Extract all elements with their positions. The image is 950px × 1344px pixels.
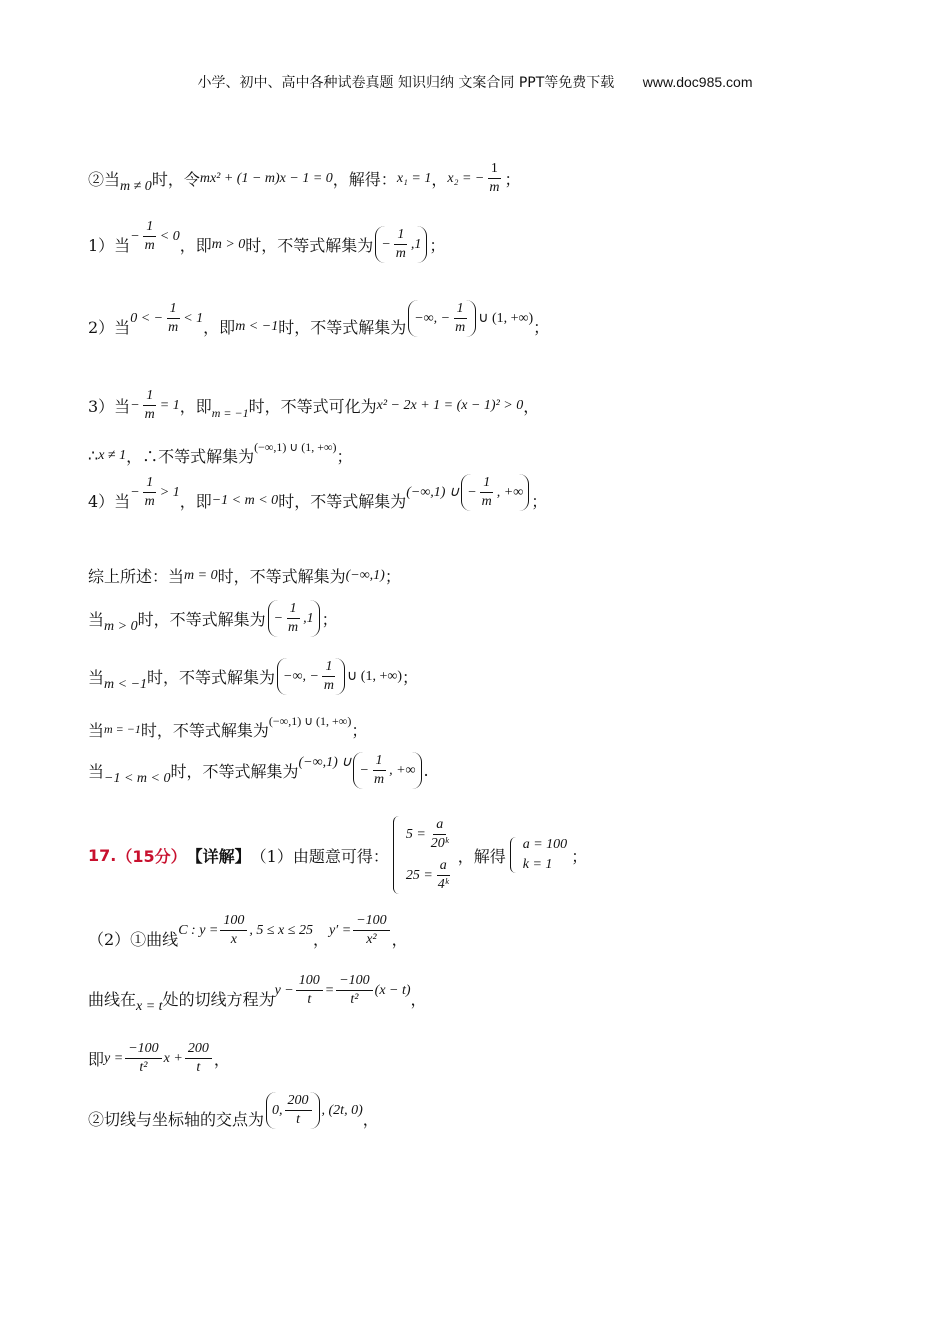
text: ，: [362, 1110, 379, 1129]
text: .: [423, 761, 429, 780]
text: 时，不等式解集为: [278, 492, 407, 511]
math-cond: m < −1: [235, 318, 279, 334]
math-equation: mx² + (1 − m)x − 1 = 0: [199, 170, 333, 186]
text: ∴: [88, 446, 99, 465]
math-set: (−∞,1) ∪ (1, +∞): [268, 714, 352, 728]
text: 时，不等式可化为: [248, 397, 377, 416]
text: 当: [88, 668, 105, 687]
text: ；: [429, 236, 446, 255]
text: ，∴不等式解集为: [126, 447, 255, 466]
text: 时，不等式解集为: [147, 668, 276, 687]
math-cond: x ≠ 1: [98, 447, 127, 463]
page-header: [0, 72, 950, 92]
text: ②切线与坐标轴的交点为: [88, 1110, 265, 1129]
line-6: [88, 475, 548, 519]
line-9: [88, 658, 418, 695]
text: 即: [88, 1050, 105, 1069]
solution-system: a = 100 k = 1: [510, 837, 567, 873]
interval: −∞, − $\frac{1}{m}$ ∪ (1, +∞): [406, 300, 533, 337]
math-cond: m = −1: [104, 722, 141, 736]
text: 时，不等式解集为: [140, 721, 269, 740]
line-4: [88, 387, 539, 424]
math-condition: − $\frac{1}{m}$ < 0: [130, 219, 180, 253]
text: ，解得: [457, 846, 506, 866]
math-cond: m > 0: [211, 236, 246, 252]
math-cond: m = 0: [184, 567, 218, 583]
math-curve: C : y = $\frac{100}{x}$ , 5 ≤ x ≤ 25: [178, 913, 313, 947]
line-14: [88, 973, 427, 1017]
line-13: [88, 913, 408, 957]
text: ，即: [179, 492, 212, 511]
detail-tag: 【详解】: [186, 846, 251, 866]
interval: (−∞,1) ∪ − $\frac{1}{m}$ , +∞: [406, 474, 531, 511]
line-2: [88, 219, 446, 263]
text: 4）当: [88, 492, 131, 511]
text: ，: [410, 990, 427, 1009]
text: 当: [88, 610, 105, 629]
text: ；: [336, 447, 353, 466]
interval: −∞, − $\frac{1}{m}$ ∪ (1, +∞): [275, 658, 402, 695]
math-cond: m < −1: [104, 676, 148, 692]
text: ；: [504, 170, 521, 189]
line-11: [88, 752, 429, 789]
text: 时，不等式解集为: [278, 318, 407, 337]
math-condition: − $\frac{1}{m}$ = 1: [130, 388, 180, 422]
math-derivative: y′ = $\frac{-100}{\text{x²}}$: [329, 912, 392, 949]
text: ，: [523, 397, 540, 416]
line-15: [88, 1040, 230, 1077]
text: ，: [213, 1050, 230, 1069]
line-8: [88, 600, 338, 637]
text: ，解得：: [332, 170, 397, 189]
math-cond: m > 0: [104, 618, 138, 634]
text: ，即: [179, 397, 212, 416]
text: ，即: [203, 318, 236, 337]
math-tangent: y − $\frac{100}{t}$ = $\frac{-100}{\text{t²}}$ (x − t): [274, 973, 411, 1007]
header-site[interactable]: www.doc985.com: [642, 74, 753, 90]
text: 时，不等式解集为: [245, 236, 374, 255]
line-1: [88, 160, 520, 197]
line-16: [88, 1093, 379, 1137]
problem-score: （15分）: [116, 846, 187, 866]
problem-17-heading: [88, 816, 587, 894]
math-cond: m = −1: [211, 406, 249, 420]
math-root-1: x₁ = 1: [396, 170, 432, 186]
text: ；: [533, 318, 550, 337]
math-cond: m ≠ 0: [120, 178, 152, 194]
line-10: [88, 714, 368, 741]
text: ；: [571, 846, 588, 866]
text: 时，不等式解集为: [137, 610, 266, 629]
line-3: [88, 301, 550, 345]
text: ，即: [179, 236, 212, 255]
text: ；: [402, 668, 419, 687]
header-text: 小学、初中、高中各种试卷真题 知识归纳 文案合同 PPT等免费下载: [197, 75, 615, 91]
line-5: [88, 440, 353, 467]
text: 时，令: [151, 170, 200, 189]
math-equation: x² − 2x + 1 = (x − 1)² > 0: [376, 397, 524, 413]
text: 当: [88, 762, 105, 781]
text: 处的切线方程为: [162, 990, 275, 1009]
line-7: [88, 564, 401, 587]
text: ；: [351, 721, 368, 740]
text: 时，不等式解集为: [217, 567, 346, 586]
text: ；: [384, 567, 401, 586]
text: 2）当: [88, 318, 131, 337]
math-root-2: x₂ = −: [447, 170, 485, 186]
math-intersections: 0, $\frac{200}{t}$ , (2t, 0): [264, 1092, 363, 1129]
text: 1）当: [88, 236, 131, 255]
text: （1）由题意可得：: [250, 846, 389, 866]
equation-system: 5 = $\frac{a}{\text{20ᵏ}}$ 25 = $\frac{a}{\text{4ᵏ}}$: [393, 816, 454, 894]
text: ；: [321, 610, 338, 629]
text: ②当: [88, 170, 121, 189]
math-cond: −1 < m < 0: [211, 492, 279, 508]
text: （2）①曲线: [88, 930, 179, 949]
text: ；: [531, 492, 548, 511]
interval: − $\frac{1}{m}$ ,1: [268, 600, 320, 637]
problem-number: 17.: [88, 845, 117, 865]
text: ，: [431, 170, 448, 189]
math-set: (−∞,1) ∪ (1, +∞): [254, 440, 337, 454]
text: ，: [312, 930, 329, 949]
text: 时，不等式解集为: [170, 762, 299, 781]
text: 曲线在: [88, 990, 137, 1009]
fraction: $\frac{1}{m}$: [489, 161, 500, 195]
text: 3）当: [88, 397, 131, 416]
interval: − $\frac{1}{m}$ ,1: [375, 226, 427, 263]
math-set: (−∞,1): [345, 567, 385, 583]
math-tangent: y = $\frac{-100}{\text{t²}}$ x + $\frac{200}{t}$: [104, 1040, 214, 1077]
text: ，: [391, 930, 408, 949]
math-condition: 0 < − $\frac{1}{m}$ < 1: [130, 301, 204, 335]
math-cond: −1 < m < 0: [104, 770, 171, 786]
interval: (−∞,1) ∪ − $\frac{1}{m}$ , +∞: [298, 752, 423, 789]
text: 当: [88, 721, 105, 740]
text: 综上所述：当: [88, 567, 185, 586]
math-cond: x = t: [136, 998, 163, 1014]
math-condition: − $\frac{1}{m}$ > 1: [130, 475, 180, 509]
